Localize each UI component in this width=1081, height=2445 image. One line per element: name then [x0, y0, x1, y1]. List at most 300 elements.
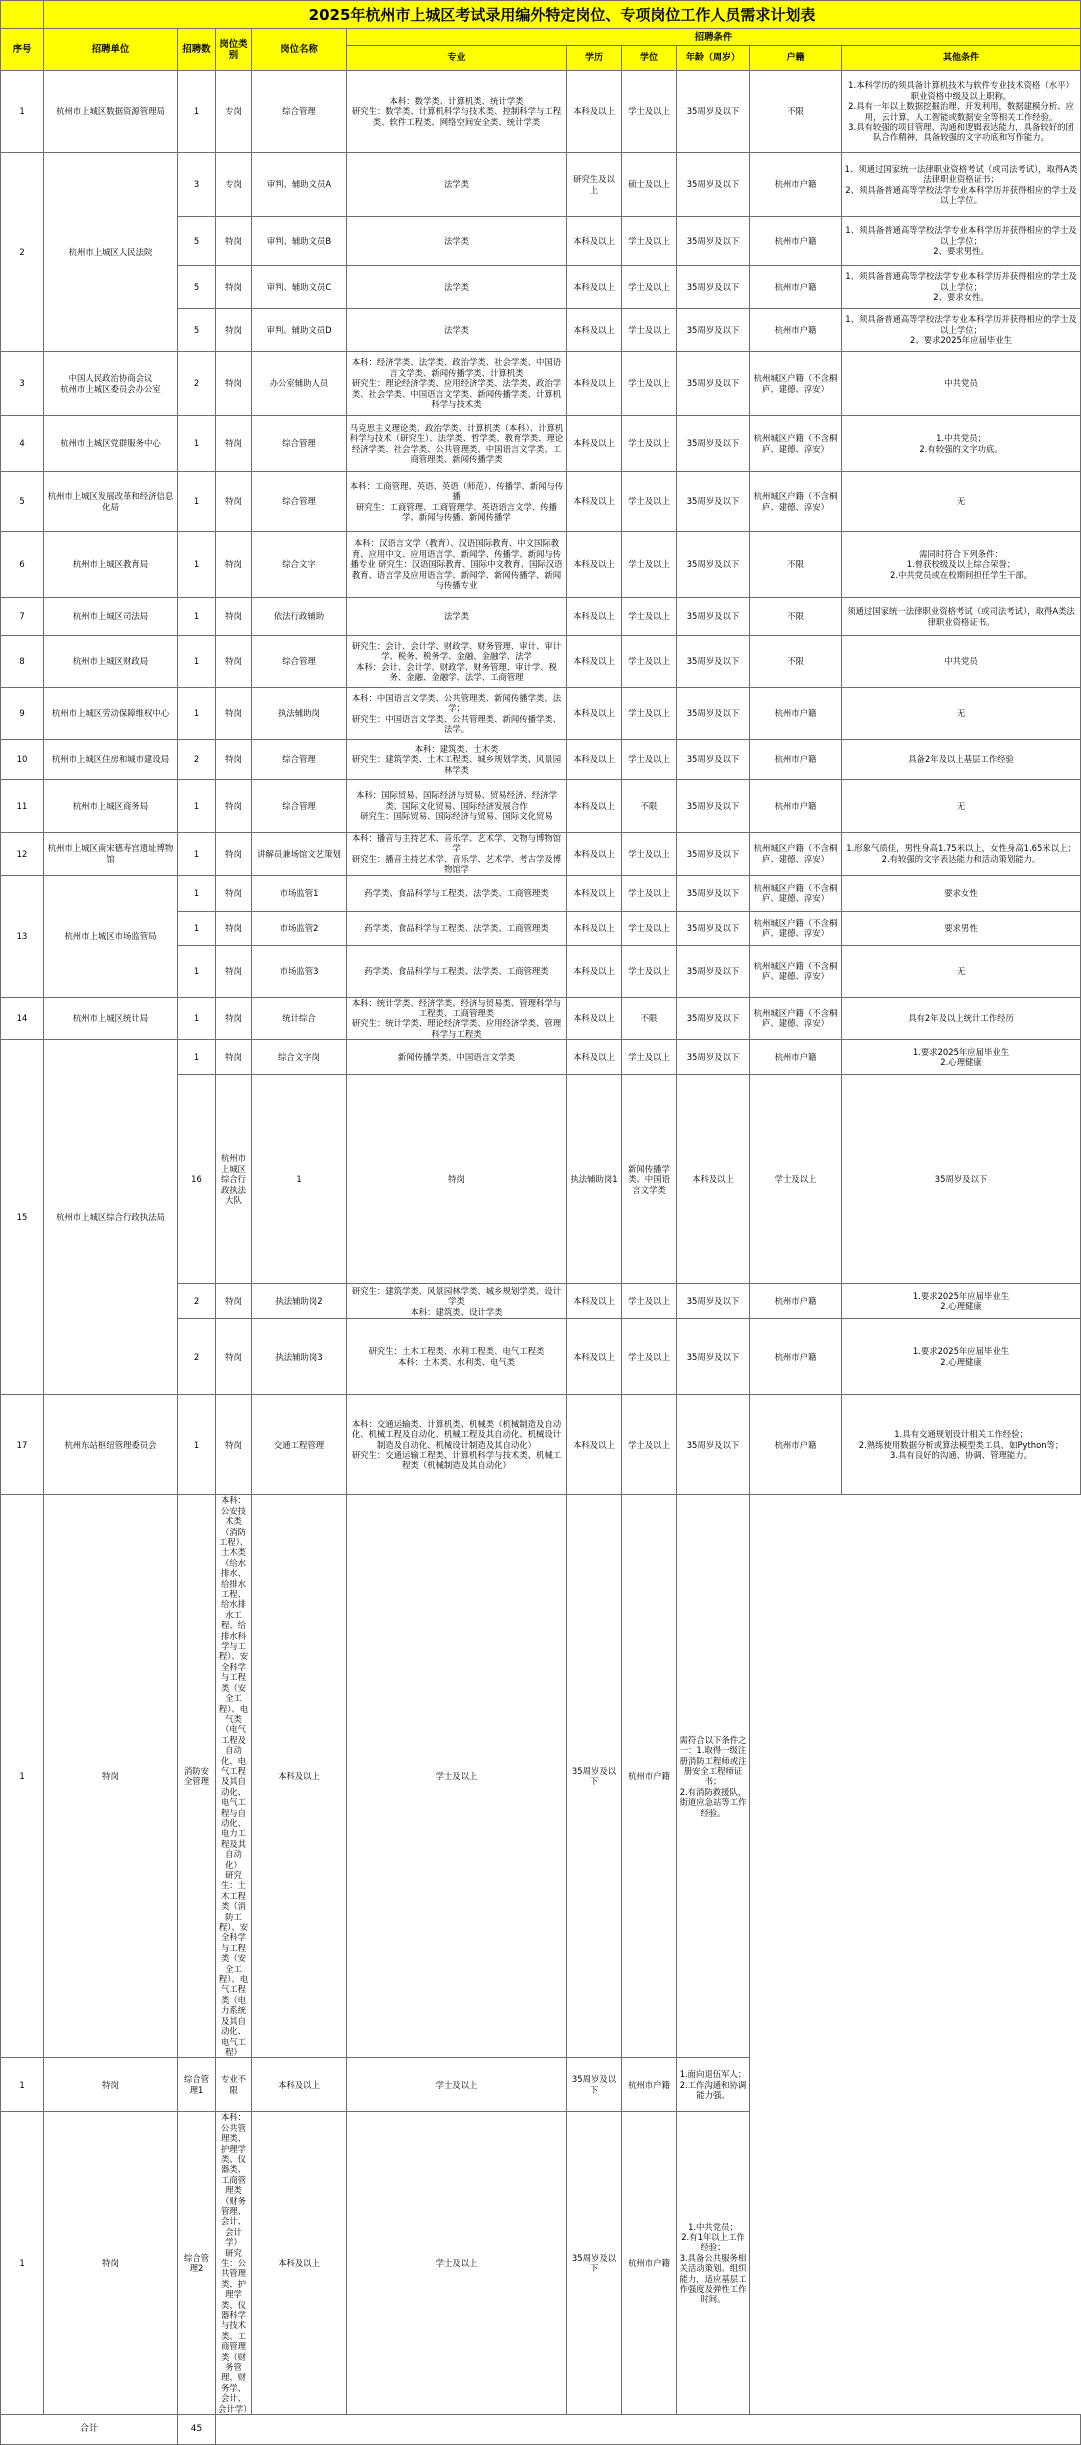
row-post-cell: 执法辅助岗 — [252, 688, 347, 740]
row-other-cell: 无 — [842, 780, 1081, 833]
row-major-cell: 本科：交通运输类、计算机类、机械类（机械制造及自动化、机械工程及自动化、机械工程及其自动化、机械设计制造及自动化、机械设计制造及其自动化） 研究生：交通运输工程类、计算机科学与技术类、机械工程类（机械制造及其自动化） — [347, 1395, 567, 1495]
row-age-cell: 35周岁及以下 — [677, 688, 750, 740]
row-unit-cell: 杭州市上城区发展改革和经济信息化局 — [44, 472, 178, 532]
row-seq-cell: 14 — [1, 997, 44, 1040]
row-post-cell: 综合文字岗 — [252, 1040, 347, 1075]
row-count-cell: 5 — [178, 266, 216, 309]
header-hukou: 户籍 — [750, 46, 842, 71]
row-post-cell: 审判、辅助文员C — [252, 266, 347, 309]
row-major-cell: 本科：国际贸易、国际经济与贸易、贸易经济、经济学类、国际文化贸易、国际经济发展合作 研究生：国际贸易、国际经济与贸易、国际文化贸易 — [347, 780, 567, 833]
row-post-cell: 统计综合 — [252, 997, 347, 1040]
header-major: 专业 — [347, 46, 567, 71]
header-age: 年龄（周岁） — [677, 46, 750, 71]
row-education-cell: 本科及以上 — [567, 416, 622, 472]
row-type-cell: 特岗 — [44, 2058, 178, 2112]
row-major-cell: 研究生：土木工程类、水利工程类、电气工程类 本科：土木类、水利类、电气类 — [347, 1319, 567, 1395]
row-other-cell: 1.中共党员； 2.有较强的文字功底。 — [842, 416, 1081, 472]
row-other-cell: 1.要求2025年应届毕业生 2.心理健康 — [842, 1040, 1081, 1075]
row-major-cell: 研究生：会计、会计学、财政学、财务管理、审计、审计学、税务、税务学、金融、金融学、法学 本科：会计、会计学、财政学、财务管理、审计学、税务、金融、金融学、法学、工商管理 — [347, 636, 567, 688]
row-major-cell: 新闻传播学类、中国语言文学类 — [622, 1075, 677, 1284]
row-age-cell: 35周岁及以下 — [677, 416, 750, 472]
row-seq-cell: 12 — [1, 833, 44, 876]
row-type-cell: 特岗 — [216, 532, 252, 598]
row-count-cell: 1 — [178, 688, 216, 740]
row-count-cell: 1 — [1, 1495, 44, 2058]
row-major-cell: 本科：中国语言文学类、公共管理类、新闻传播学类、法学； 研究生：中国语言文学类、公共管理类、新闻传播学类、法学。 — [347, 688, 567, 740]
row-degree-cell: 学士及以上 — [622, 1319, 677, 1395]
row-hukou-cell: 杭州市户籍 — [750, 1284, 842, 1319]
row-other-cell: 1.本科学历的须具备计算机技术与软件专业技术资格（水平）职业资格中级及以上职称。 2.具有一年以上数据挖掘治理、开发利用，数据建模分析、应用，云计算，人工智能或数据安全等相关工作经验。 3.具有较强的项目管理、沟通和逻辑表达能力，具备较好的团队合作精神，具备较强的文字功底和写作能力。 — [842, 71, 1081, 153]
title-row — [1, 1, 1081, 29]
row-post-cell: 执法辅助岗3 — [252, 1319, 347, 1395]
row-type-cell: 特岗 — [216, 472, 252, 532]
row-other-cell: 1、须具备普通高等学校法学专业本科学历并获得相应的学士及以上学位； 2、要求男性。 — [842, 217, 1081, 266]
row-post-cell: 综合文字 — [252, 532, 347, 598]
row-count-cell: 5 — [178, 217, 216, 266]
row-type-cell: 特岗 — [216, 945, 252, 997]
row-post-cell: 市场监管3 — [252, 945, 347, 997]
row-age-cell: 35周岁及以下 — [677, 532, 750, 598]
row-seq-cell: 8 — [1, 636, 44, 688]
row-education-cell: 本科及以上 — [567, 217, 622, 266]
row-seq-cell: 16 — [178, 1075, 216, 1284]
row-hukou-cell: 杭州市户籍 — [750, 309, 842, 352]
row-type-cell: 特岗 — [216, 740, 252, 780]
row-unit-cell: 杭州市上城区住房和城市建设局 — [44, 740, 178, 780]
row-other-cell: 1.中共党员； 2.有1年以上工作经验； 3.具备公共服务相关活动策划、组织能力，适应基层工作强度及弹性工作时间。 — [677, 2112, 750, 2415]
row-hukou-cell: 杭州市户籍 — [622, 1495, 677, 2058]
row-age-cell: 35周岁及以下 — [677, 780, 750, 833]
row-major-cell: 本科：工商管理、英语、英语（师范）、传播学、新闻与传播 研究生：工商管理、工商管理学、英语语言文学、传播学、新闻与传播、新闻传播学 — [347, 472, 567, 532]
row-education-cell: 本科及以上 — [567, 1040, 622, 1075]
row-hukou-cell: 杭州城区户籍（不含桐庐、建德、淳安） — [750, 833, 842, 876]
row-degree-cell: 学士及以上 — [622, 1040, 677, 1075]
row-age-cell: 35周岁及以下 — [677, 153, 750, 217]
row-post-cell: 综合管理1 — [178, 2058, 216, 2112]
row-degree-cell: 学士及以上 — [347, 2058, 567, 2112]
row-major-cell: 药学类、食品科学与工程类、法学类、工商管理类 — [347, 875, 567, 911]
row-count-cell: 1 — [178, 598, 216, 636]
row-education-cell: 研究生及以上 — [567, 153, 622, 217]
row-count-cell: 1 — [178, 472, 216, 532]
row-education-cell: 本科及以上 — [567, 71, 622, 153]
row-age-cell: 35周岁及以下 — [677, 1319, 750, 1395]
row-age-cell: 35周岁及以下 — [567, 1495, 622, 2058]
row-age-cell: 35周岁及以下 — [842, 1075, 1081, 1284]
row-hukou-cell: 杭州城区户籍（不含桐庐、建德、淳安） — [750, 997, 842, 1040]
row-other-cell: 无 — [842, 472, 1081, 532]
row-post-cell: 综合管理 — [252, 416, 347, 472]
row-seq-cell: 2 — [1, 153, 44, 352]
row-post-cell: 讲解员兼场馆文艺策划 — [252, 833, 347, 876]
row-age-cell: 35周岁及以下 — [677, 997, 750, 1040]
row-count-cell: 3 — [178, 153, 216, 217]
table-row — [1, 997, 1081, 1040]
header-conditions: 招聘条件 — [347, 29, 1081, 46]
header-degree: 学位 — [622, 46, 677, 71]
row-education-cell: 本科及以上 — [567, 309, 622, 352]
row-age-cell: 35周岁及以下 — [677, 945, 750, 997]
row-education-cell: 本科及以上 — [567, 740, 622, 780]
row-education-cell: 本科及以上 — [567, 1395, 622, 1495]
table-row — [1, 352, 1081, 416]
row-age-cell: 35周岁及以下 — [677, 352, 750, 416]
row-degree-cell: 硕士及以上 — [622, 153, 677, 217]
row-education-cell: 本科及以上 — [677, 1075, 750, 1284]
table-row — [1, 636, 1081, 688]
row-other-cell: 具备2年及以上基层工作经验 — [842, 740, 1081, 780]
row-type-cell: 特岗 — [216, 1040, 252, 1075]
row-type-cell: 特岗 — [216, 1395, 252, 1495]
row-type-cell: 专岗 — [216, 153, 252, 217]
row-degree-cell: 学士及以上 — [622, 472, 677, 532]
row-type-cell: 特岗 — [216, 352, 252, 416]
row-degree-cell: 学士及以上 — [622, 416, 677, 472]
row-count-cell: 1 — [178, 780, 216, 833]
row-degree-cell: 学士及以上 — [622, 875, 677, 911]
row-major-cell: 本科：公共管理类、护理学类、仪器类、工商管理类（财务管理、会计、会计学） 研究生：公共管理类、护理学类、仪器科学与技术类、工商管理类（财务管理、财务学、会计、会计学） — [216, 2112, 252, 2415]
row-age-cell: 35周岁及以下 — [677, 309, 750, 352]
row-hukou-cell: 杭州市户籍 — [750, 153, 842, 217]
row-major-cell: 本科：播音与主持艺术、音乐学、艺术学、文物与博物馆学 研究生：播音主持艺术学、音乐学、艺术学、考古学及博物馆学 — [347, 833, 567, 876]
row-other-cell: 1.具有交通规划设计相关工作经验； 2.熟练使用数据分析或算法模型类工具，如Python等； 3.具有良好的沟通、协调、管理能力。 — [842, 1395, 1081, 1495]
table-row — [1, 153, 1081, 217]
table-row — [1, 833, 1081, 876]
row-education-cell: 本科及以上 — [567, 598, 622, 636]
row-post-cell: 依法行政辅助 — [252, 598, 347, 636]
row-unit-cell: 杭州市上城区财政局 — [44, 636, 178, 688]
row-type-cell: 特岗 — [216, 911, 252, 945]
row-type-cell: 特岗 — [216, 1319, 252, 1395]
row-degree-cell: 学士及以上 — [750, 1075, 842, 1284]
row-hukou-cell: 杭州市户籍 — [750, 780, 842, 833]
header-education: 学历 — [567, 46, 622, 71]
row-unit-cell: 杭州东站枢纽管理委员会 — [44, 1395, 178, 1495]
title-blank-cell — [1, 1, 44, 29]
row-education-cell: 本科及以上 — [567, 688, 622, 740]
row-other-cell: 1.面向退伍军人； 2.工作沟通和协调能力强。 — [677, 2058, 750, 2112]
row-education-cell: 本科及以上 — [567, 945, 622, 997]
row-age-cell: 35周岁及以下 — [567, 2112, 622, 2415]
row-seq-cell: 4 — [1, 416, 44, 472]
row-other-cell: 1、须具备普通高等学校法学专业本科学历并获得相应的学士及以上学位； 2、要求女性。 — [842, 266, 1081, 309]
row-seq-cell: 11 — [1, 780, 44, 833]
row-major-cell: 药学类、食品科学与工程类、法学类、工商管理类 — [347, 945, 567, 997]
row-other-cell: 须通过国家统一法律职业资格考试（或司法考试），取得A类法律职业资格证书。 — [842, 598, 1081, 636]
row-unit-cell: 杭州市上城区劳动保障维权中心 — [44, 688, 178, 740]
row-major-cell: 本科：统计学类、经济学类、经济与贸易类、管理科学与工程类、工商管理类 研究生：统计学类、理论经济学类、应用经济学类、管理科学与工程类 — [347, 997, 567, 1040]
row-age-cell: 35周岁及以下 — [677, 636, 750, 688]
row-post-cell: 综合管理 — [252, 472, 347, 532]
row-type-cell: 特岗 — [216, 780, 252, 833]
row-count-cell: 1 — [178, 911, 216, 945]
row-education-cell: 本科及以上 — [567, 636, 622, 688]
row-other-cell: 需符合以下条件之一：1.取得一级注册消防工程师或注册安全工程师证书； 2.有消防救援队，街道应急站等工作经验。 — [677, 1495, 750, 2058]
row-post-cell: 审判、辅助文员A — [252, 153, 347, 217]
row-count-cell: 1 — [252, 1075, 347, 1284]
row-count-cell: 1 — [178, 416, 216, 472]
row-hukou-cell: 杭州城区户籍（不含桐庐、建德、淳安） — [750, 875, 842, 911]
row-seq-cell: 3 — [1, 352, 44, 416]
row-count-cell: 5 — [178, 309, 216, 352]
row-education-cell: 本科及以上 — [252, 1495, 347, 2058]
row-other-cell: 1.形象气质佳，男性身高1.75米以上，女性身高1.65米以上； 2.有较强的文字表达能力和活动策划能力。 — [842, 833, 1081, 876]
row-age-cell: 35周岁及以下 — [677, 1395, 750, 1495]
row-education-cell: 本科及以上 — [567, 780, 622, 833]
row-major-cell: 法学类 — [347, 598, 567, 636]
header-unit: 招聘单位 — [44, 29, 178, 71]
row-seq-cell: 1 — [1, 71, 44, 153]
header-count: 招聘数 — [178, 29, 216, 71]
row-age-cell: 35周岁及以下 — [677, 740, 750, 780]
row-unit-cell: 杭州市上城区综合行政执法局 — [44, 1040, 178, 1395]
row-hukou-cell: 杭州城区户籍（不含桐庐、建德、淳安） — [750, 352, 842, 416]
row-seq-cell: 9 — [1, 688, 44, 740]
row-type-cell: 特岗 — [216, 598, 252, 636]
row-degree-cell: 学士及以上 — [622, 598, 677, 636]
row-hukou-cell: 杭州城区户籍（不含桐庐、建德、淳安） — [750, 945, 842, 997]
total-label-cell: 合计 — [1, 2415, 178, 2445]
row-other-cell: 1、须具备普通高等学校法学专业本科学历并获得相应的学士及以上学位； 2、要求2025年应届毕业生 — [842, 309, 1081, 352]
row-major-cell: 药学类、食品科学与工程类、法学类、工商管理类 — [347, 911, 567, 945]
table-row — [1, 598, 1081, 636]
row-post-cell: 综合管理 — [252, 780, 347, 833]
row-major-cell: 本科：数学类、计算机类、统计学类 研究生：数学类、计算机科学与技术类、控制科学与工程类、软件工程类、网络空间安全类、统计学类 — [347, 71, 567, 153]
table-row — [1, 875, 1081, 911]
row-other-cell: 具有2年及以上统计工作经历 — [842, 997, 1081, 1040]
row-education-cell: 本科及以上 — [567, 1319, 622, 1395]
total-row — [1, 2415, 1081, 2445]
header-other: 其他条件 — [842, 46, 1081, 71]
table-row — [1, 2058, 1081, 2112]
row-degree-cell: 不限 — [622, 997, 677, 1040]
total-count-cell: 45 — [178, 2415, 216, 2445]
row-education-cell: 本科及以上 — [252, 2058, 347, 2112]
row-other-cell: 要求男性 — [842, 911, 1081, 945]
row-post-cell: 市场监管2 — [252, 911, 347, 945]
row-unit-cell: 杭州市上城区教育局 — [44, 532, 178, 598]
row-education-cell: 本科及以上 — [567, 532, 622, 598]
row-type-cell: 特岗 — [216, 217, 252, 266]
row-count-cell: 1 — [178, 945, 216, 997]
row-age-cell: 35周岁及以下 — [677, 1284, 750, 1319]
row-degree-cell: 学士及以上 — [622, 1284, 677, 1319]
row-count-cell: 2 — [178, 1284, 216, 1319]
row-education-cell: 本科及以上 — [567, 997, 622, 1040]
row-hukou-cell: 杭州市户籍 — [750, 1319, 842, 1395]
row-type-cell: 特岗 — [216, 416, 252, 472]
row-unit-cell: 杭州市上城区党群服务中心 — [44, 416, 178, 472]
row-type-cell: 特岗 — [347, 1075, 567, 1284]
row-age-cell: 35周岁及以下 — [677, 217, 750, 266]
row-count-cell: 1 — [178, 833, 216, 876]
row-major-cell: 新闻传播学类、中国语言文学类 — [347, 1040, 567, 1075]
table-row — [1, 416, 1081, 472]
row-education-cell: 本科及以上 — [567, 266, 622, 309]
row-degree-cell: 学士及以上 — [622, 945, 677, 997]
row-post-cell: 交通工程管理 — [252, 1395, 347, 1495]
table-row — [1, 532, 1081, 598]
row-degree-cell: 学士及以上 — [622, 911, 677, 945]
header-row-1 — [1, 29, 1081, 46]
row-count-cell: 1 — [178, 997, 216, 1040]
row-hukou-cell: 杭州市户籍 — [750, 740, 842, 780]
row-hukou-cell: 杭州市户籍 — [750, 266, 842, 309]
row-seq-cell: 13 — [1, 875, 44, 997]
row-degree-cell: 学士及以上 — [622, 352, 677, 416]
row-age-cell: 35周岁及以下 — [677, 472, 750, 532]
row-hukou-cell: 不限 — [750, 636, 842, 688]
row-post-cell: 市场监管1 — [252, 875, 347, 911]
table-row — [1, 688, 1081, 740]
row-degree-cell: 学士及以上 — [347, 2112, 567, 2415]
row-hukou-cell: 不限 — [750, 598, 842, 636]
row-post-cell: 审判、辅助文员B — [252, 217, 347, 266]
row-unit-cell: 杭州市上城区综合行政执法大队 — [216, 1075, 252, 1284]
table-row — [1, 2112, 1081, 2415]
row-count-cell: 1 — [1, 2058, 44, 2112]
row-degree-cell: 学士及以上 — [622, 532, 677, 598]
row-degree-cell: 学士及以上 — [622, 266, 677, 309]
header-seq: 序号 — [1, 29, 44, 71]
row-degree-cell: 学士及以上 — [622, 740, 677, 780]
row-post-cell: 综合管理 — [252, 636, 347, 688]
row-unit-cell: 杭州市上城区市场监管局 — [44, 875, 178, 997]
row-age-cell: 35周岁及以下 — [677, 598, 750, 636]
row-major-cell: 本科：公安技术类（消防工程）、土木类（给水排水、给排水工程、给水排水工程、给排水科学与工程）、安全科学与工程类（安全工程）、电气类（电气工程及自动化、电气工程及其自动化、电气工程与自动化、电力工程及其自动化） 研究生：土木工程类（消防工程）、安全科学与工程类（安全工程）、电气工程类（电力系统及其自动化、电气工程） — [216, 1495, 252, 2058]
row-major-cell: 本科：建筑类、土木类 研究生：建筑学类、土木工程类、城乡规划学类、风景园林学类 — [347, 740, 567, 780]
row-count-cell: 1 — [1, 2112, 44, 2415]
header-type: 岗位类别 — [216, 29, 252, 71]
table-row — [1, 71, 1081, 153]
row-count-cell: 1 — [178, 636, 216, 688]
row-degree-cell: 不限 — [622, 780, 677, 833]
row-unit-cell: 杭州市上城区司法局 — [44, 598, 178, 636]
row-post-cell: 执法辅助岗1 — [567, 1075, 622, 1284]
row-age-cell: 35周岁及以下 — [567, 2058, 622, 2112]
row-seq-cell: 7 — [1, 598, 44, 636]
row-degree-cell: 学士及以上 — [622, 1395, 677, 1495]
row-type-cell: 特岗 — [216, 309, 252, 352]
row-hukou-cell: 不限 — [750, 71, 842, 153]
row-type-cell: 特岗 — [44, 1495, 178, 2058]
row-major-cell: 法学类 — [347, 153, 567, 217]
row-type-cell: 特岗 — [216, 636, 252, 688]
row-other-cell: 1.要求2025年应届毕业生 2.心理健康 — [842, 1284, 1081, 1319]
row-education-cell: 本科及以上 — [567, 911, 622, 945]
row-seq-cell: 15 — [1, 1040, 44, 1395]
row-hukou-cell: 杭州市户籍 — [750, 688, 842, 740]
row-unit-cell: 杭州市上城区数据资源管理局 — [44, 71, 178, 153]
row-count-cell: 1 — [178, 875, 216, 911]
table-row — [1, 1495, 1081, 2058]
table-row — [1, 780, 1081, 833]
row-major-cell: 法学类 — [347, 309, 567, 352]
row-post-cell: 综合管理2 — [178, 2112, 216, 2415]
row-education-cell: 本科及以上 — [252, 2112, 347, 2415]
row-age-cell: 35周岁及以下 — [677, 833, 750, 876]
row-count-cell: 2 — [178, 352, 216, 416]
row-hukou-cell: 杭州市户籍 — [750, 1040, 842, 1075]
total-blank-cell — [216, 2415, 1081, 2445]
row-unit-cell: 杭州市上城区南宋德寿宫遗址博物馆 — [44, 833, 178, 876]
row-post-cell: 办公室辅助人员 — [252, 352, 347, 416]
row-major-cell: 专业不限 — [216, 2058, 252, 2112]
row-hukou-cell: 杭州城区户籍（不含桐庐、建德、淳安） — [750, 416, 842, 472]
row-other-cell: 无 — [842, 688, 1081, 740]
row-count-cell: 2 — [178, 740, 216, 780]
header-post: 岗位名称 — [252, 29, 347, 71]
row-education-cell: 本科及以上 — [567, 352, 622, 416]
row-type-cell: 特岗 — [44, 2112, 178, 2415]
table-title: 2025年杭州市上城区考试录用编外特定岗位、专项岗位工作人员需求计划表 — [44, 1, 1081, 29]
row-type-cell: 特岗 — [216, 1284, 252, 1319]
table-row — [1, 1040, 1081, 1075]
row-education-cell: 本科及以上 — [567, 472, 622, 532]
row-hukou-cell: 杭州市户籍 — [622, 2112, 677, 2415]
row-post-cell: 消防安全管理 — [178, 1495, 216, 2058]
row-type-cell: 特岗 — [216, 833, 252, 876]
row-education-cell: 本科及以上 — [567, 1284, 622, 1319]
row-other-cell: 需同时符合下列条件： 1.曾获校级及以上综合荣誉； 2.中共党员或在校期间担任学生干部。 — [842, 532, 1081, 598]
row-type-cell: 特岗 — [216, 997, 252, 1040]
row-seq-cell: 17 — [1, 1395, 44, 1495]
row-degree-cell: 学士及以上 — [622, 688, 677, 740]
row-education-cell: 本科及以上 — [567, 875, 622, 911]
row-post-cell: 综合管理 — [252, 740, 347, 780]
row-count-cell: 1 — [178, 1040, 216, 1075]
row-degree-cell: 学士及以上 — [622, 71, 677, 153]
row-seq-cell: 5 — [1, 472, 44, 532]
row-hukou-cell: 杭州市户籍 — [750, 1395, 842, 1495]
row-unit-cell: 杭州市上城区人民法院 — [44, 153, 178, 352]
row-hukou-cell: 杭州城区户籍（不含桐庐、建德、淳安） — [750, 472, 842, 532]
row-unit-cell: 中国人民政治协商会议 杭州市上城区委员会办公室 — [44, 352, 178, 416]
row-hukou-cell: 不限 — [750, 532, 842, 598]
row-other-cell: 中共党员 — [842, 636, 1081, 688]
row-degree-cell: 学士及以上 — [622, 217, 677, 266]
row-seq-cell: 10 — [1, 740, 44, 780]
table-row — [1, 472, 1081, 532]
row-major-cell: 马克思主义理论类、政治学类、计算机类（本科）、计算机科学与技术（研究生）、法学类、哲学类、教育学类、理论经济学类、社会学类、公共管理类、中国语言文学类、工商管理类、新闻传播学类 — [347, 416, 567, 472]
row-age-cell: 35周岁及以下 — [677, 1040, 750, 1075]
row-type-cell: 特岗 — [216, 688, 252, 740]
row-other-cell: 无 — [842, 945, 1081, 997]
row-age-cell: 35周岁及以下 — [677, 266, 750, 309]
row-degree-cell: 学士及以上 — [347, 1495, 567, 2058]
table-row — [1, 1395, 1081, 1495]
row-post-cell: 综合管理 — [252, 71, 347, 153]
row-type-cell: 特岗 — [216, 266, 252, 309]
row-type-cell: 特岗 — [216, 875, 252, 911]
row-seq-cell: 6 — [1, 532, 44, 598]
row-major-cell: 本科：经济学类、法学类、政治学类、社会学类、中国语言文学类、新闻传播学类、计算机类 研究生：理论经济学类、应用经济学类、法学类、政治学类、社会学类、中国语言文学类、新闻传播学类、计算机科学与技术类 — [347, 352, 567, 416]
row-type-cell: 专岗 — [216, 71, 252, 153]
row-unit-cell: 杭州市上城区商务局 — [44, 780, 178, 833]
row-other-cell: 要求女性 — [842, 875, 1081, 911]
row-hukou-cell: 杭州市户籍 — [622, 2058, 677, 2112]
row-degree-cell: 学士及以上 — [622, 309, 677, 352]
row-hukou-cell: 杭州城区户籍（不含桐庐、建德、淳安） — [750, 911, 842, 945]
row-other-cell: 中共党员 — [842, 352, 1081, 416]
row-unit-cell: 杭州市上城区统计局 — [44, 997, 178, 1040]
row-major-cell: 法学类 — [347, 217, 567, 266]
row-age-cell: 35周岁及以下 — [677, 71, 750, 153]
row-other-cell: 1、须通过国家统一法律职业资格考试（或司法考试），取得A类法律职业资格证书； 2、须具备普通高等学校法学专业本科学历并获得相应的学士及以上学位。 — [842, 153, 1081, 217]
row-other-cell: 1.要求2025年应届毕业生 2.心理健康 — [842, 1319, 1081, 1395]
row-post-cell: 审判、辅助文员D — [252, 309, 347, 352]
row-education-cell: 本科及以上 — [567, 833, 622, 876]
